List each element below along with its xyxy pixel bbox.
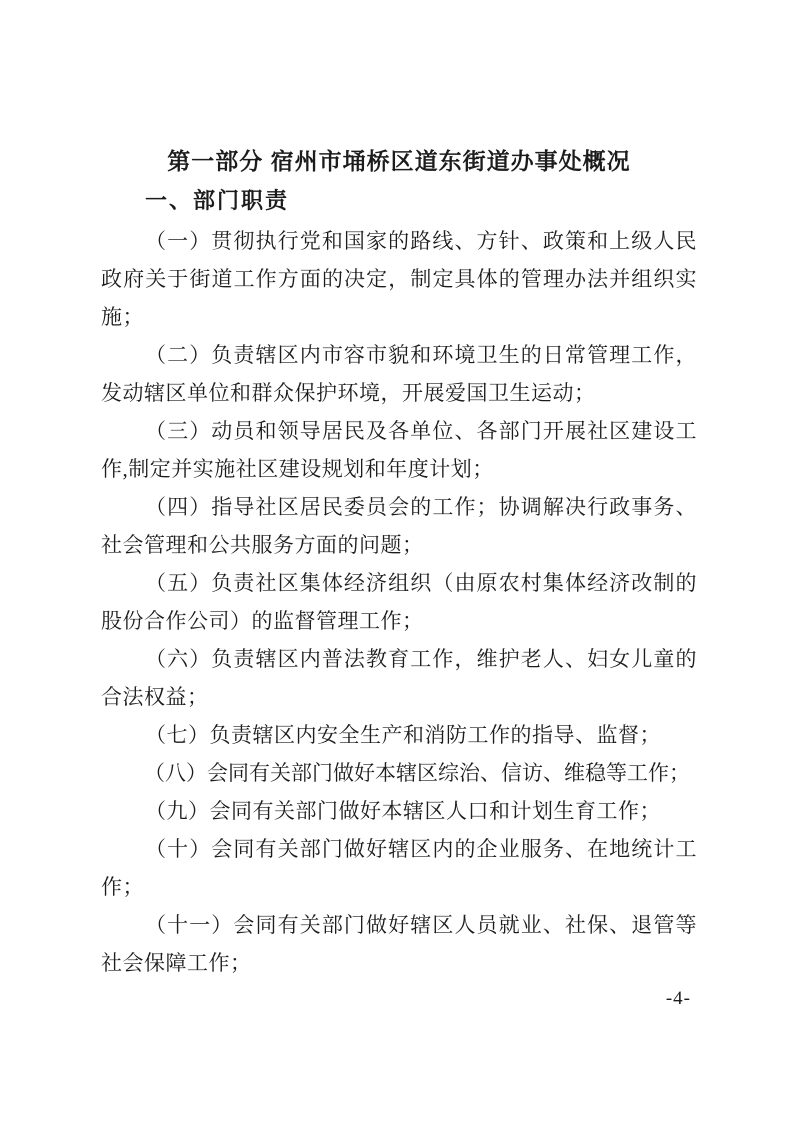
duty-paragraph-3: （三）动员和领导居民及各单位、各部门开展社区建设工作,制定并实施社区建设规划和年度计划；: [101, 419, 697, 481]
page-number: -4-: [665, 988, 691, 1009]
duty-paragraph-1: （一）贯彻执行党和国家的路线、方针、政策和上级人民政府关于街道工作方面的决定，制定具体的管理办法并组织实施；: [101, 229, 697, 329]
document-content: [101, 146, 697, 982]
duty-paragraph-2: （二）负责辖区内市容市貌和环境卫生的日常管理工作，发动辖区单位和群众保护环境，开展爱国卫生运动；: [101, 343, 697, 405]
duty-paragraph-7: （七）负责辖区内安全生产和消防工作的指导、监督；: [145, 723, 661, 747]
duty-paragraph-5: （五）负责社区集体经济组织（由原农村集体经济改制的股份合作公司）的监督管理工作；: [101, 571, 697, 633]
duty-paragraph-6: （六）负责辖区内普法教育工作，维护老人、妇女儿童的合法权益；: [101, 647, 697, 709]
document-title: 第一部分 宿州市埇桥区道东街道办事处概况: [167, 148, 631, 174]
section-heading: 一、部门职责: [145, 188, 290, 213]
duty-paragraph-9: （九）会同有关部门做好本辖区人口和计划生育工作；: [145, 799, 661, 823]
duty-paragraph-11: （十一）会同有关部门做好辖区人员就业、社保、退管等社会保障工作；: [101, 913, 697, 975]
duty-paragraph-4: （四）指导社区居民委员会的工作；协调解决行政事务、社会管理和公共服务方面的问题；: [101, 495, 697, 557]
duty-paragraph-10: （十）会同有关部门做好辖区内的企业服务、在地统计工作；: [101, 837, 697, 899]
duty-paragraph-8: （八）会同有关部门做好本辖区综治、信访、维稳等工作；: [144, 761, 690, 785]
